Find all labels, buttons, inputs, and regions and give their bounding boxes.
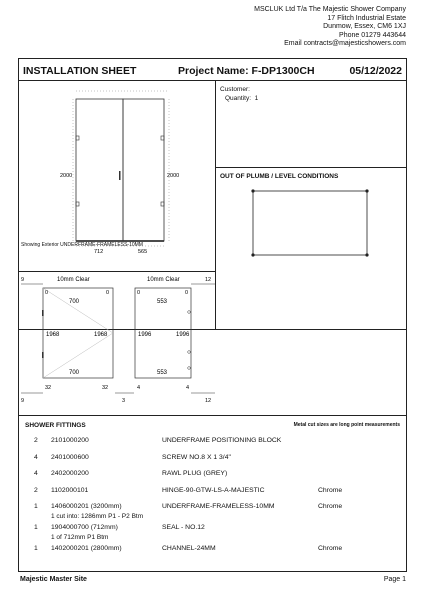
company-phone: Phone 01279 443644	[339, 31, 406, 39]
plan-handle	[119, 171, 121, 180]
quantity-line	[220, 95, 258, 104]
fitting-finish: Chrome	[318, 545, 343, 552]
customer-block	[220, 86, 258, 103]
company-address-1: 17 Flitch Industrial Estate	[327, 14, 406, 22]
fitting-code: 1102000101	[51, 486, 89, 494]
plan-width-right: 565	[138, 249, 148, 255]
plan-height-right: 2000	[167, 173, 180, 179]
left-height-left: 1968	[46, 332, 60, 338]
left-hinge-top	[42, 310, 44, 316]
right-top-right: 0	[185, 290, 189, 296]
right-hole-2	[188, 351, 191, 354]
left-top-left: 0	[45, 290, 49, 296]
right-top-left: 0	[137, 290, 141, 296]
plan-panel-right	[123, 99, 164, 241]
fitting-description: UNDERFRAME-FRAMELESS-10MM	[162, 503, 275, 510]
fitting-description: HINGE-90-GTW-LS-A-MAJESTIC	[162, 486, 265, 494]
fitting-finish: Chrome	[318, 503, 343, 510]
left-width-top: 700	[69, 299, 80, 305]
fitting-code: 2401000600	[51, 453, 89, 461]
left-width-bottom: 700	[69, 370, 80, 376]
plan-hinge-bottom	[161, 202, 164, 206]
footer-site: Majestic Master Site	[20, 576, 87, 583]
company-details	[254, 6, 406, 49]
company-email: Email contracts@majesticshowers.com	[284, 40, 406, 48]
glass-gap: 3	[122, 398, 126, 404]
fittings-title: SHOWER FITTINGS	[25, 422, 86, 429]
fitting-description: SCREW NO.8 X 1 3/4"	[162, 453, 231, 461]
company-name: MSCLUK Ltd T/a The Majestic Shower Company	[254, 6, 406, 13]
fitting-qty: 4	[34, 453, 38, 461]
left-height-right: 1968	[94, 332, 108, 338]
left-offset-bottom: 9	[21, 398, 25, 404]
fitting-qty: 1	[34, 545, 38, 552]
customer-label: Customer:	[220, 86, 250, 93]
fitting-qty: 4	[34, 470, 38, 477]
left-hinge-bottom	[42, 352, 44, 358]
divider-fittings	[19, 415, 406, 416]
glass-drawing	[19, 272, 219, 414]
plan-width-left: 712	[94, 249, 104, 255]
fitting-code: 2101000200	[51, 437, 89, 444]
fitting-qty: 2	[34, 437, 38, 444]
installation-sheet	[18, 58, 407, 572]
right-offset-bottom: 12	[205, 398, 212, 404]
right-height-right: 1996	[176, 332, 190, 338]
plumb-corner-tl	[251, 189, 254, 192]
plan-hinge-top	[161, 136, 164, 140]
right-height-left: 1996	[138, 332, 152, 338]
fitting-qty: 2	[34, 486, 38, 494]
right-hole-3	[188, 367, 191, 370]
left-diag-1	[43, 288, 113, 333]
footer-page: Page 1	[383, 576, 406, 583]
fitting-cut-note: 1 cut into: 1286mm P1 - P2 Btm	[51, 513, 144, 520]
plumb-corner-bl	[251, 253, 254, 256]
fitting-code: 1406000201 (3200mm)	[51, 503, 122, 510]
left-offset-top: 9	[21, 277, 25, 283]
plumb-corner-br	[365, 253, 368, 256]
plumb-title: OUT OF PLUMB / LEVEL CONDITIONS	[220, 173, 339, 180]
right-bottom-right: 4	[186, 385, 190, 391]
quantity-value: 1	[254, 94, 259, 102]
right-clear-label: 10mm Clear	[147, 277, 180, 283]
left-bottom-left: 32	[45, 385, 52, 391]
sheet-title: INSTALLATION SHEET	[23, 65, 137, 77]
fitting-description: UNDERFRAME POSITIONING BLOCK	[162, 437, 282, 444]
plumb-corner-tr	[365, 189, 368, 192]
fitting-description: RAWL PLUG (GREY)	[162, 470, 228, 477]
project-name: Project Name: F-DP1300CH	[178, 65, 315, 77]
fitting-cut-note: 1 of 712mm P1 Btm	[51, 534, 109, 541]
company-address-2: Dunmow, Essex, CM6 1XJ	[323, 23, 406, 31]
fitting-code: 1402000201 (2800mm)	[51, 545, 122, 552]
plumb-diagram	[251, 189, 371, 259]
plumb-frame	[253, 191, 367, 255]
right-offset-top: 12	[205, 277, 212, 283]
fitting-description: CHANNEL-24MM	[162, 545, 216, 552]
fitting-description: SEAL - NO.12	[162, 524, 205, 531]
plan-height-left: 2000	[60, 173, 73, 179]
fittings-note: Metal cut sizes are long point measurements	[293, 422, 400, 428]
left-clear-label: 10mm Clear	[57, 277, 90, 283]
quantity-label: Quantity:	[225, 94, 252, 102]
fitting-qty: 1	[34, 524, 38, 531]
fitting-code: 2402000200	[51, 470, 89, 477]
fitting-finish: Chrome	[318, 486, 343, 494]
plan-fixing-2	[76, 202, 79, 206]
plan-fixing-1	[76, 136, 79, 140]
plan-panel-left	[76, 99, 123, 241]
right-hole-1	[188, 311, 191, 314]
right-width-bottom: 553	[157, 370, 168, 376]
right-width-top: 553	[157, 299, 168, 305]
sheet-date: 05/12/2022	[349, 65, 402, 77]
plan-showing-text: Showing Exterior UNDERFRAME-FRAMELESS-10MM	[21, 242, 143, 248]
divider-plumb	[215, 167, 407, 168]
right-bottom-left: 4	[137, 385, 141, 391]
left-bottom-right: 32	[102, 385, 109, 391]
sheet-header	[19, 59, 406, 81]
fitting-qty: 1	[34, 503, 38, 510]
fitting-code: 1904000700 (712mm)	[51, 524, 118, 531]
left-top-right: 0	[106, 290, 110, 296]
